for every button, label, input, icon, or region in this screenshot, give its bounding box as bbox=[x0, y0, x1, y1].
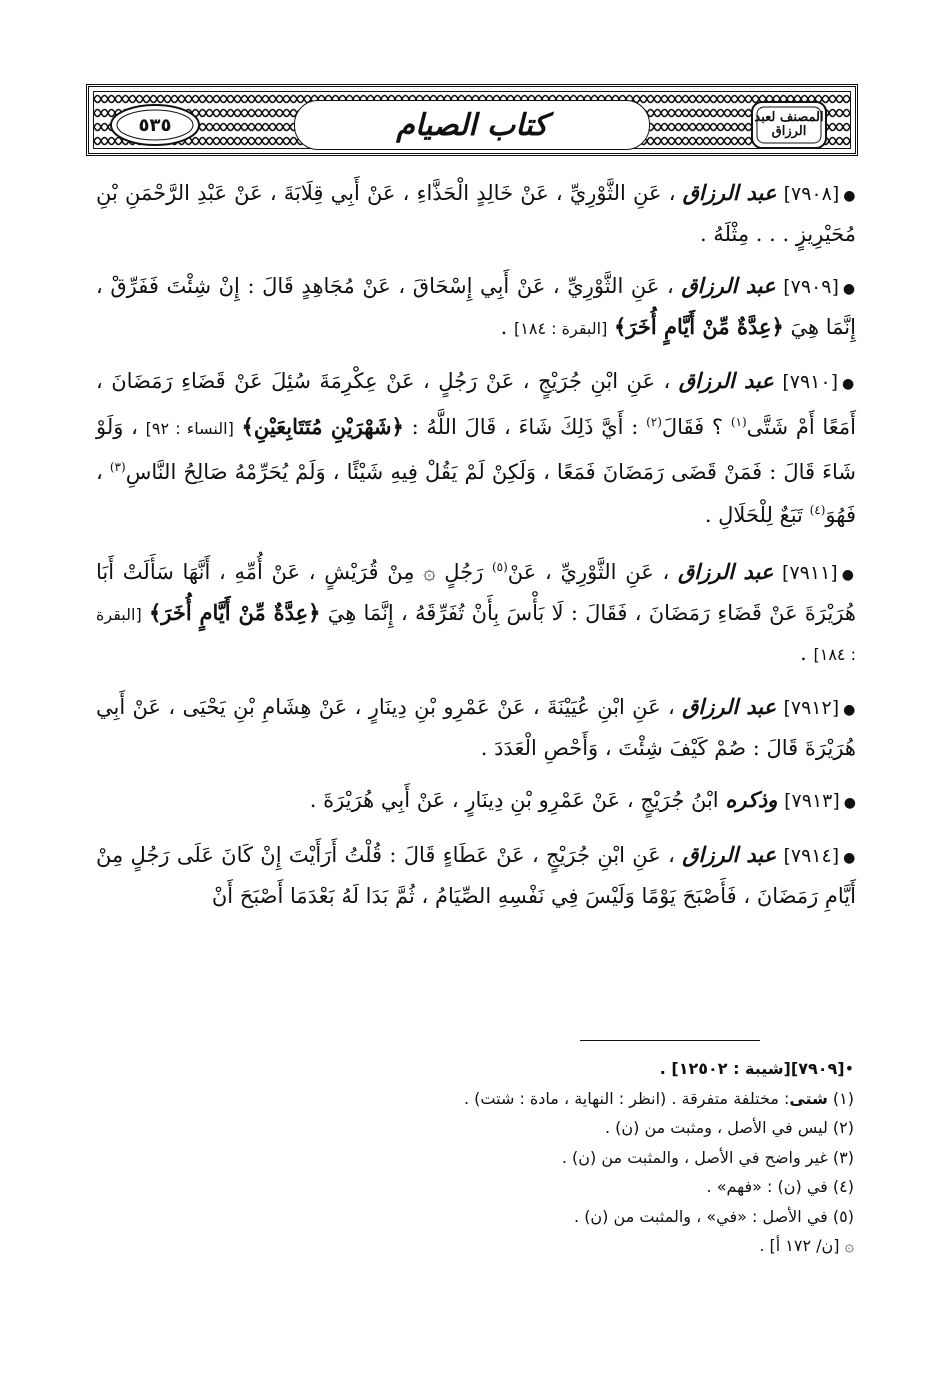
footnote-ref-3: (٣) bbox=[109, 460, 126, 474]
hadith-text: : أَيَّ ذَلِكَ شَاءَ ، قَالَ اللَّهُ : bbox=[411, 415, 639, 439]
hadith-text: ، عَنِ الثَّوْرِيِّ ، عَنْ bbox=[507, 560, 670, 584]
bullet-icon: ● bbox=[841, 567, 856, 583]
hadith-7912 bbox=[96, 688, 856, 767]
footnote-text: : مختلفة متفرقة . (انظر : النهاية ، مادة : شتت) . bbox=[464, 1088, 790, 1108]
bullet-icon: ● bbox=[842, 281, 856, 297]
footnote-text: ليس في الأصل ، ومثبت من (ن) . bbox=[604, 1118, 828, 1137]
footnote-label: [٧٩٠٩] bbox=[790, 1059, 845, 1078]
narrator: عبد الرزاق bbox=[682, 694, 777, 719]
header-inner-frame bbox=[93, 91, 851, 149]
footnote-marker: (٢) bbox=[832, 1118, 854, 1137]
bullet-icon: ● bbox=[843, 188, 856, 204]
footnote-ref-5: (٥) bbox=[491, 560, 508, 574]
bullet-icon: ● bbox=[843, 850, 856, 866]
hadith-text: ، فَهُوَ bbox=[96, 460, 856, 527]
footnote-separator bbox=[580, 1040, 760, 1041]
footnote-ref-1: (١) bbox=[730, 415, 747, 429]
footnote-marker: ۞ bbox=[844, 1236, 854, 1255]
hadith-text: ، عَنِ الثَّوْرِيِّ ، عَنْ خَالِدٍ الْحَذَّاءِ ، عَنْ أَبِي قِلَابَةَ ، عَنْ عَبْدِ الرَّحْمَنِ بْنِ مُحَيْرِيزٍ . . . مِثْلَهُ . bbox=[96, 181, 856, 246]
footnote-ref-4: (٤) bbox=[809, 503, 826, 517]
hadith-text: ، وَلَوْ شَاءَ قَالَ : فَمَنْ قَضَى رَمَضَانَ فَمَعًا ، وَلَكِنْ لَمْ يَقُلْ فِيهِ شَيْئًا ، وَلَمْ يُحَرِّمْهُ صَالِحُ النَّاسِ bbox=[96, 415, 856, 484]
hadith-number: [٧٩٠٩] bbox=[783, 276, 839, 298]
quran-reference: [النساء : ٩٢] bbox=[145, 419, 234, 438]
bullet-icon: ● bbox=[843, 795, 856, 811]
quran-quote: ﴿عِدَّةٌ مِّنْ أَيَّامٍ أُخَرَ﴾ bbox=[148, 600, 321, 625]
footnote-text: [ن/ ١٧٢ أ] . bbox=[759, 1236, 840, 1255]
footnote-marker: (٣) bbox=[832, 1147, 854, 1167]
hadith-number: [٧٩١٣] bbox=[784, 790, 840, 812]
hadith-text: ، عَنِ ابْنِ جُرَيْجٍ ، عَنْ عَطَاءٍ قَالَ : قُلْتُ أَرَأَيْتَ إِنْ كَانَ عَلَى رَجُلٍ مِنْ أَيَّامِ رَمَضَانَ ، فَأَصْبَحَ يَوْمًا وَلَيْسَ فِي نَفْسِهِ الصِّيَامُ ، ثُمَّ بَدَا لَهُ بَعْدَمَا أَصْبَحَ أَنْ bbox=[96, 843, 856, 908]
hadith-number: [٧٩٠٨] bbox=[783, 183, 840, 205]
hadith-number: [٧٩١٢] bbox=[783, 697, 840, 719]
hadith-7911 bbox=[96, 548, 856, 674]
footnote-item bbox=[74, 1113, 854, 1143]
footnote-text: في (ن) : «فهم» . bbox=[706, 1177, 828, 1196]
footnote-item bbox=[74, 1202, 854, 1232]
bullet-icon: ● bbox=[843, 702, 856, 718]
hadith-text: ؟ فَقَالَ bbox=[661, 415, 724, 439]
logo-block bbox=[734, 98, 844, 152]
footnotes bbox=[74, 1054, 854, 1261]
main-text bbox=[96, 174, 856, 929]
footnote-item bbox=[74, 1143, 854, 1173]
hadith-number: [٧٩١١] bbox=[782, 562, 838, 584]
narrator: عبد الرزاق bbox=[682, 180, 777, 205]
footnote-item bbox=[74, 1054, 854, 1084]
footnote-item bbox=[74, 1084, 854, 1114]
narrator: عبد الرزاق bbox=[677, 559, 774, 584]
page-number: ٥٣٥ bbox=[138, 114, 172, 136]
hadith-text: رَجُلٍ ۞ مِنْ قُرَيْشٍ ، عَنْ أُمِّهِ ، أَنَّهَا سَأَلَتْ أَبَا هُرَيْرَةَ عَنْ قَضَاءِ رَمَضَانَ ، فَقَالَ : لَا بَأْسَ بِأَنْ تُفَرِّقَهُ ، إِنَّمَا هِيَ bbox=[96, 560, 856, 625]
hadith-number: [٧٩١٤] bbox=[783, 845, 840, 867]
hadith-7908 bbox=[96, 174, 856, 253]
quran-quote: ﴿عِدَّةٌ مِّنْ أَيَّامٍ أُخَرَ﴾ bbox=[614, 314, 784, 339]
footnote-label: شتى bbox=[789, 1088, 828, 1108]
narrator: وذكره bbox=[725, 787, 778, 812]
hadith-text: ابْنُ جُرَيْجٍ ، عَنْ عَمْرِو بْنِ دِينَارٍ ، عَنْ أَبِي هُرَيْرَةَ . bbox=[309, 788, 719, 812]
hadith-end: . bbox=[500, 315, 508, 339]
quran-reference: [البقرة : ١٨٤] bbox=[96, 605, 856, 664]
hadith-7909 bbox=[96, 267, 856, 348]
narrator: عبد الرزاق bbox=[678, 368, 774, 393]
bullet-icon: ● bbox=[841, 376, 856, 392]
footnote-item bbox=[74, 1172, 854, 1202]
hadith-text: ، عَنِ ابْنِ جُرَيْجٍ ، عَنْ رَجُلٍ ، عَنْ عِكْرِمَةَ سُئِلَ عَنْ قَضَاءِ رَمَضَانَ ، أَمَعًا أَمْ شَتَّى bbox=[96, 369, 856, 439]
footnote-ref-2: (٢) bbox=[646, 415, 662, 429]
quran-quote: ﴿شَهْرَيْنِ مُتَتَابِعَيْنِ﴾ bbox=[241, 414, 404, 439]
footnote-item bbox=[74, 1231, 854, 1261]
hadith-text: تَبَعٌ لِلْحَلَالِ . bbox=[704, 503, 803, 527]
chapter-title: كتاب الصيام bbox=[396, 107, 548, 143]
hadith-7913 bbox=[96, 781, 856, 822]
hadith-7910 bbox=[96, 362, 856, 534]
page-number-block bbox=[100, 98, 210, 152]
narrator: عبد الرزاق bbox=[682, 842, 777, 867]
hadith-text: ، عَنِ ابْنِ عُيَيْنَةَ ، عَنْ عَمْرِو بْنِ دِينَارٍ ، عَنْ هِشَامِ بْنِ يَحْيَى ، عَنْ أَبِي هُرَيْرَةَ قَالَ : صُمْ كَيْفَ شِئْتَ ، وَأَحْصِ الْعَدَدَ . bbox=[96, 695, 856, 760]
quran-reference: [البقرة : ١٨٤] bbox=[514, 319, 608, 338]
hadith-7914 bbox=[96, 836, 856, 915]
logo-text: المصنف لعبد الرزاق bbox=[754, 110, 824, 139]
narrator: عبد الرزاق bbox=[681, 273, 776, 298]
hadith-number: [٧٩١٠] bbox=[782, 371, 838, 393]
footnote-text: [شيبة : ١٢٥٠٢] . bbox=[659, 1059, 791, 1078]
page-header bbox=[86, 84, 858, 156]
footnote-marker: (٥) bbox=[832, 1206, 854, 1226]
footnote-marker: (١) bbox=[832, 1088, 854, 1108]
footnote-text: غير واضح في الأصل ، والمثبت من (ن) . bbox=[561, 1147, 828, 1167]
footnote-marker: • bbox=[844, 1059, 854, 1078]
footnote-marker: (٤) bbox=[832, 1177, 854, 1196]
hadith-text: ، عَنِ الثَّوْرِيِّ ، عَنْ أَبِي إِسْحَاقَ ، عَنْ مُجَاهِدٍ قَالَ : إِنْ شِئْتَ فَفَرِّقْ ، إِنَّمَا هِيَ bbox=[96, 274, 856, 339]
footnote-text: في الأصل : «في» ، والمثبت من (ن) . bbox=[574, 1206, 828, 1226]
hadith-end: . bbox=[800, 641, 807, 665]
